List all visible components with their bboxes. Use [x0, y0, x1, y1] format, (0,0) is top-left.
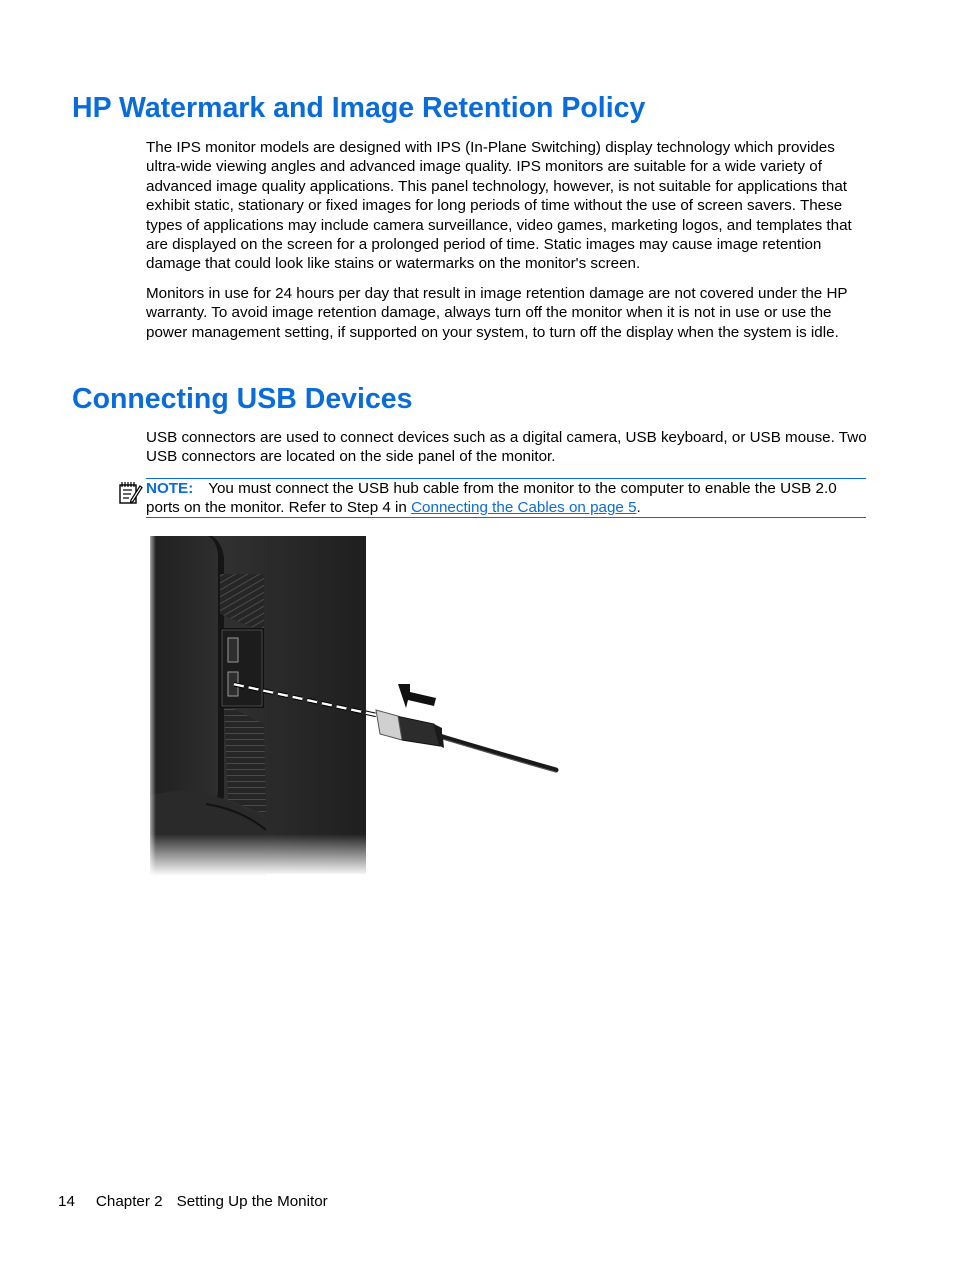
usb-connection-illustration: [146, 534, 566, 876]
note-label: NOTE:: [146, 480, 194, 497]
footer-page-number: 14: [58, 1193, 75, 1210]
paragraph-warranty: Monitors in use for 24 hours per day that result in image retention damage are not covered under the HP warranty. To avoid image retention damage, always turn off the monitor when it is not in use or use the power management setting, if supported on your system, to turn off the display when the system is idle.: [146, 285, 848, 341]
note-icon: [117, 480, 143, 506]
paragraph-ips-description: The IPS monitor models are designed with IPS (In-Plane Switching) display technology which provides ultra-wide viewing angles and advanced image quality. IPS monitors are suitable for a wide variety of advanced image quality applications. This panel technology, however, is not suitable for applications that exhibit static, stationary or fixed images for long periods of time without the use of screen savers. These types of applications may include camera surveillance, video games, marketing logos, and templates that are displayed on the screen for a prolonged period of time. Static images may cause image retention damage that could look like stains or watermarks on the monitor's screen.: [146, 139, 852, 273]
note-body: You must connect the USB hub cable from the monitor to the computer to enable the USB 2.0 ports on the monitor. Refer to Step 4 in: [146, 480, 837, 517]
heading-watermark-policy: HP Watermark and Image Retention Policy: [72, 92, 646, 124]
connecting-cables-link[interactable]: Connecting the Cables on page 5: [411, 499, 637, 517]
heading-connecting-usb: Connecting USB Devices: [72, 383, 413, 415]
note-box: [146, 478, 866, 518]
note-period: .: [636, 499, 641, 517]
note-text: [146, 479, 864, 518]
page-footer: [58, 1192, 328, 1211]
footer-chapter-title: Setting Up the Monitor: [176, 1193, 328, 1210]
footer-chapter: Chapter 2: [95, 1193, 163, 1210]
paragraph-usb-connectors: USB connectors are used to connect devices such as a digital camera, USB keyboard, or USB mouse. Two USB connectors are located on the side panel of the monitor.: [146, 429, 867, 466]
